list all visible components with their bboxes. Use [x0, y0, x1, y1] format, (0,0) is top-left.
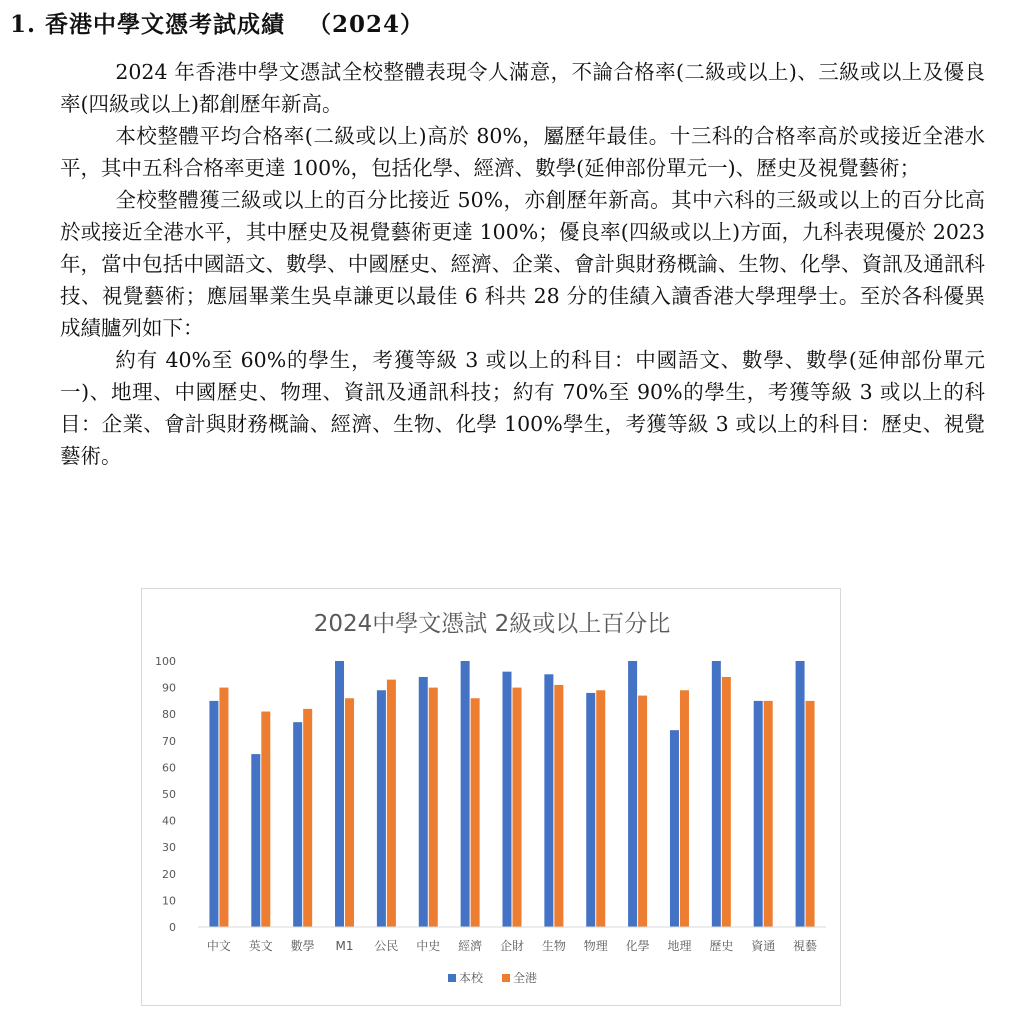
chart-legend: [448, 970, 537, 985]
x-tick-label: 地理: [667, 939, 692, 953]
paragraph-subjects: 約有 40%至 60%的學生，考獲等級 3 或以上的科目：中國語文、數學、數學(延伸部份單元一)、地理、中國歷史、物理、資訊及通訊科技；約有 70%至 90%的學生，考獲等級 3 或以上的科目：企業、會計與財務概論、經濟、生物、化學 100%學生，考獲等級 3 或以上的科目：歷史、視覺藝術。: [60, 348, 985, 468]
bar-school: [670, 730, 679, 927]
x-tick-label: 歷史: [709, 939, 734, 953]
x-tick-label: 中史: [416, 939, 441, 953]
x-tick-label: 公民: [374, 939, 399, 953]
bar-hk: [722, 677, 731, 927]
legend-label: 本校: [459, 971, 484, 985]
paragraph-overall: 2024 年香港中學文憑試全校整體表現令人滿意，不論合格率(二級或以上)、三級或以上及優良率(四級或以上)都創歷年新高。: [60, 60, 985, 116]
x-tick-label: 視藝: [793, 939, 818, 953]
section-number: 1.: [10, 11, 37, 38]
y-axis: [155, 655, 176, 934]
bar-school: [209, 701, 218, 927]
bar-school: [377, 690, 386, 927]
y-tick-label: 20: [162, 867, 176, 881]
bar-hk: [764, 701, 773, 927]
bar-hk: [429, 688, 438, 927]
x-axis: [198, 927, 826, 953]
y-tick-label: 70: [162, 734, 176, 748]
y-tick-label: 60: [162, 761, 176, 775]
y-tick-label: 90: [162, 681, 176, 695]
x-tick-label: 經濟: [458, 939, 483, 953]
y-tick-label: 10: [162, 894, 176, 908]
legend-swatch: [502, 974, 510, 982]
section-year: （2024）: [308, 11, 425, 38]
bar-hk: [596, 690, 605, 927]
x-tick-label: 物理: [583, 939, 608, 953]
bar-school: [754, 701, 763, 927]
x-tick-label: 數學: [290, 939, 315, 953]
x-tick-label: 中文: [206, 939, 231, 953]
bar-hk: [638, 696, 647, 927]
x-tick-label: 資通: [751, 939, 776, 953]
y-tick-label: 30: [162, 841, 176, 855]
results-chart: [141, 588, 841, 1006]
bar-hk: [345, 698, 354, 927]
bar-school: [419, 677, 428, 927]
x-tick-label: 生物: [541, 939, 566, 953]
bar-chart-svg: [142, 589, 842, 1007]
paragraph-level3: 全校整體獲三級或以上的百分比接近 50%，亦創歷年新高。其中六科的三級或以上的百分比高於或接近全港水平，其中歷史及視覺藝術更達 100%；優良率(四級或以上)方面，九科表現優於 2023 年，當中包括中國語文、數學、中國歷史、經濟、企業、會計與財務概論、生物、化學、資訊及通訊科技、視覺藝術；應屆畢業生吳卓謙更以最佳 6 科共 28 分的佳績入讀香港大學理學士。至於各科優異成績臚列如下：: [60, 188, 985, 340]
section-title: 香港中學文憑考試成績: [45, 11, 286, 38]
x-tick-label: M1: [335, 939, 354, 953]
bar-hk: [303, 709, 312, 927]
bar-school: [796, 661, 805, 927]
legend-swatch: [448, 974, 456, 982]
chart-title: 2024中學文憑試 2級或以上百分比: [313, 611, 671, 637]
bar-series: [209, 661, 814, 927]
legend-label: 全港: [513, 971, 538, 985]
section-heading: [10, 6, 424, 39]
results-description: [60, 56, 985, 472]
bar-school: [461, 661, 470, 927]
y-tick-label: 50: [162, 788, 176, 801]
bar-hk: [261, 712, 270, 927]
x-tick-label: 化學: [625, 939, 650, 953]
bar-hk: [680, 690, 689, 927]
bar-school: [712, 661, 721, 927]
bar-hk: [806, 701, 815, 927]
bar-school: [586, 693, 595, 927]
x-tick-label: 英文: [248, 939, 273, 953]
bar-school: [503, 672, 512, 927]
bar-hk: [554, 685, 563, 927]
bar-school: [628, 661, 637, 927]
y-tick-label: 40: [162, 814, 176, 828]
bar-school: [251, 754, 260, 927]
bar-school: [335, 661, 344, 927]
bar-school: [293, 722, 302, 927]
paragraph-pass-rate: 本校整體平均合格率(二級或以上)高於 80%，屬歷年最佳。十三科的合格率高於或接近全港水平，其中五科合格率更達 100%，包括化學、經濟、數學(延伸部份單元一)、歷史及視覺藝術；: [60, 124, 985, 180]
x-tick-label: 企財: [499, 939, 525, 953]
bar-hk: [387, 680, 396, 927]
bar-hk: [513, 688, 522, 927]
y-tick-label: 80: [162, 708, 176, 722]
bar-school: [544, 674, 553, 927]
bar-hk: [219, 688, 228, 927]
y-tick-label: 0: [169, 921, 176, 934]
bar-hk: [471, 698, 480, 927]
y-tick-label: 100: [155, 655, 176, 668]
